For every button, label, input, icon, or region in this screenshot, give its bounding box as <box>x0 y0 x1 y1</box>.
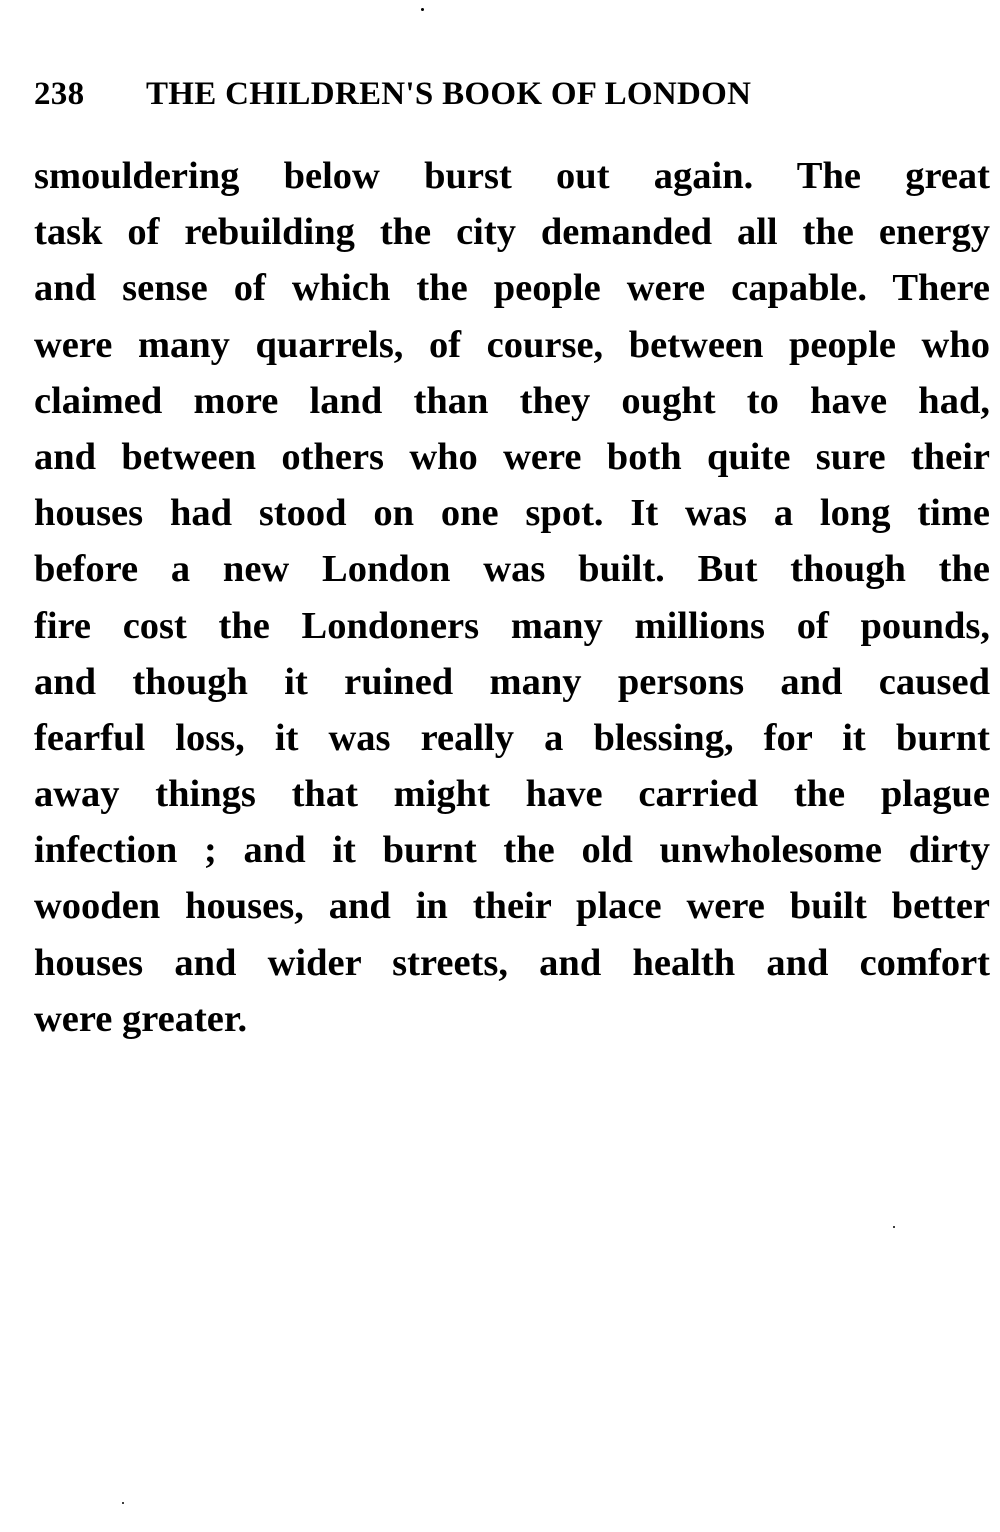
text-line: smouldering below burst out again. The great <box>34 155 990 197</box>
page-number: 238 <box>34 76 85 112</box>
text-line: infection ; and it burnt the old unwholesome dirty <box>34 829 990 872</box>
print-speck <box>893 1226 895 1228</box>
print-speck <box>421 8 424 11</box>
text-line: fearful loss, it was really a blessing, for it burnt <box>34 716 990 759</box>
text-line: and though it ruined many persons and caused <box>34 660 990 703</box>
text-line: task of rebuilding the city demanded all the energy <box>34 211 990 254</box>
text-line: houses and wider streets, and health and comfort <box>34 941 990 984</box>
page-header <box>34 72 974 116</box>
print-speck <box>122 1502 124 1504</box>
text-line: claimed more land than they ought to have had, <box>34 379 990 422</box>
body-text <box>34 148 990 1047</box>
text-line: were many quarrels, of course, between people who <box>34 323 990 366</box>
text-line: wooden houses, and in their place were built better <box>34 885 990 928</box>
text-line: and between others who were both quite sure their <box>34 435 990 478</box>
text-line: fire cost the Londoners many millions of pounds, <box>34 604 990 647</box>
text-line: and sense of which the people were capable. There <box>34 267 990 310</box>
text-line: houses had stood on one spot. It was a long time <box>34 492 990 535</box>
text-line: away things that might have carried the plague <box>34 773 990 816</box>
text-line-last: were greater. <box>34 997 248 1040</box>
text-line: before a new London was built. But though the <box>34 548 990 591</box>
running-title: THE CHILDREN'S BOOK OF LONDON <box>146 76 752 112</box>
